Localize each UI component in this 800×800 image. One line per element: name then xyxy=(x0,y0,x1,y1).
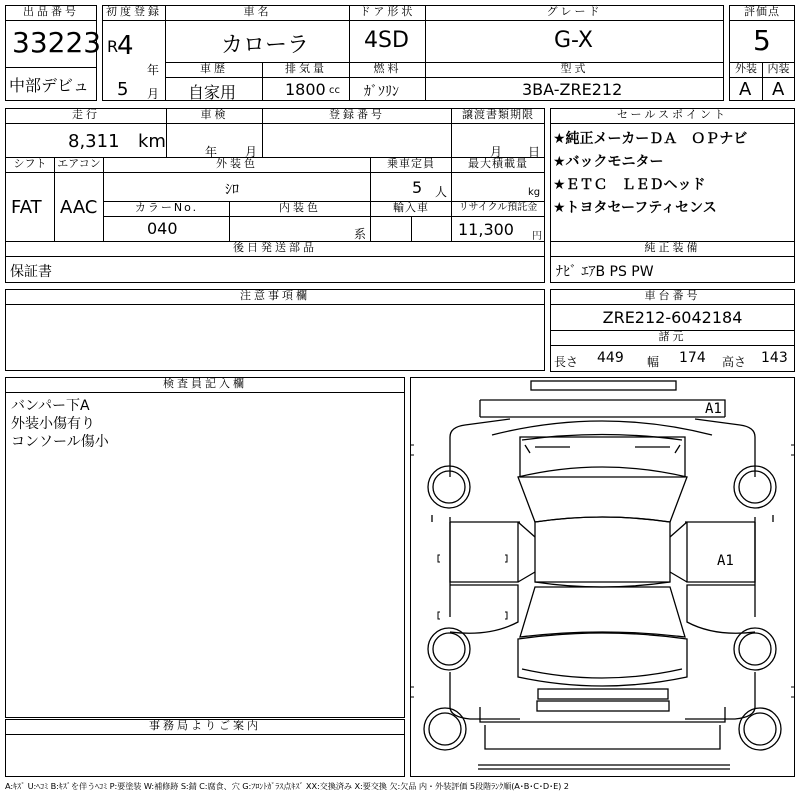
model-code: 3BA-ZRE212 xyxy=(522,80,623,99)
era: R xyxy=(107,37,119,56)
aircon-cell xyxy=(54,172,104,242)
import-header: 輸入車 xyxy=(370,201,452,217)
rear-left-door xyxy=(450,585,518,633)
wheel-front-left xyxy=(428,466,470,508)
exterior-grade-header: 外装 xyxy=(729,62,763,78)
fuel-header: 燃料 xyxy=(349,62,426,78)
fuel-cell xyxy=(349,77,426,101)
year-unit: 年 xyxy=(147,63,160,77)
recycle-cell xyxy=(451,216,545,242)
color-number-cell xyxy=(103,216,230,242)
notes-box xyxy=(5,304,545,371)
history-cell xyxy=(165,77,263,101)
car-diagram xyxy=(410,377,795,777)
capacity-cell xyxy=(370,172,452,202)
front-bumper-outline xyxy=(480,400,725,417)
score-cell xyxy=(729,20,795,63)
exterior-grade-cell xyxy=(729,77,763,101)
score: 5 xyxy=(753,24,771,57)
hood-front xyxy=(492,421,712,435)
interior-color-unit: 系 xyxy=(354,227,367,241)
lot-number-cell xyxy=(5,20,102,68)
model-header: 型式 xyxy=(425,62,724,78)
displacement-header: 排気量 xyxy=(262,62,350,78)
first-registration-cell xyxy=(102,20,166,101)
registration-number-header: 登録番号 xyxy=(262,108,452,124)
front-left-door xyxy=(450,522,518,582)
door-type: 4SD xyxy=(364,28,409,53)
recycle-fee: 11,300 xyxy=(458,220,514,239)
notes-header: 注意事項欄 xyxy=(5,289,545,305)
damage-mark-side: A1 xyxy=(717,553,734,569)
sales-point-4: ★トヨタセーフティセンス xyxy=(553,200,717,216)
door-cell xyxy=(349,20,426,63)
damage-legend: A:ｷｽﾞ U:ﾍｺﾐ B:ｷｽﾞを伴うﾍｺﾐ P:要塗装 W:補修跡 S:錆 C:腐食、穴 G:ﾌﾛﾝﾄｶﾞﾗｽ点ｷｽﾞ XX:交換済み X:要交換 欠:欠品 内・外装評価 5段階ﾗﾝｸ順(A･B･C･D･E) 2 xyxy=(5,781,569,791)
inspection-cell xyxy=(166,123,263,158)
specs-header: 諸元 xyxy=(550,330,795,346)
front-bumper-part xyxy=(531,381,676,390)
door-header: ドア形状 xyxy=(349,5,426,21)
exterior-color-header: 外装色 xyxy=(103,157,371,173)
inspector-note-3: コンソール傷小 xyxy=(11,434,109,450)
height-value: 143 xyxy=(761,350,788,366)
color-number: 040 xyxy=(147,219,178,238)
displacement: 1800 xyxy=(285,80,326,99)
equipment-cell xyxy=(550,256,795,283)
cc-unit: cc xyxy=(329,85,340,96)
shift: FAT xyxy=(11,197,42,218)
inspection-month-unit: 月 xyxy=(245,145,258,159)
length-value: 449 xyxy=(597,350,624,366)
displacement-cell xyxy=(262,77,350,101)
car-name-header: 車名 xyxy=(165,5,350,21)
inspector-header: 検査員記入欄 xyxy=(5,377,405,393)
venue: 中部デビュ xyxy=(9,76,90,95)
car-name: カローラ xyxy=(221,33,310,58)
sales-points-box xyxy=(550,123,795,242)
score-header: 評価点 xyxy=(729,5,795,21)
interior-grade-header: 内装 xyxy=(762,62,795,78)
width-value: 174 xyxy=(679,350,706,366)
sales-point-3: ★ＥＴＣ ＬＥＤヘッド xyxy=(553,177,706,193)
inspection-year-unit: 年 xyxy=(205,145,218,159)
first-registration-header: 初度登録 xyxy=(102,5,166,21)
max-load-cell xyxy=(451,172,545,202)
rear-bumper-outline xyxy=(480,707,725,722)
capacity: 5 xyxy=(412,178,423,197)
grade-header: グレード xyxy=(425,5,724,21)
front-right-door xyxy=(687,522,755,582)
interior-grade-cell xyxy=(762,77,795,101)
windshield xyxy=(518,467,687,522)
capacity-unit: 人 xyxy=(435,185,448,199)
exterior-color: ｼﾛ xyxy=(225,182,239,198)
fuel: ｶﾞｿﾘﾝ xyxy=(364,84,399,100)
rear-window xyxy=(520,587,685,637)
history-header: 車歴 xyxy=(165,62,263,78)
reg-year: 4 xyxy=(117,31,134,61)
mileage-cell xyxy=(5,123,167,158)
grade: G-X xyxy=(554,28,593,53)
recycle-header: リサイクル預託金 xyxy=(451,201,545,217)
aircon-header: エアコン xyxy=(54,157,104,173)
office-notice-header: 事務局よりご案内 xyxy=(5,719,405,735)
transfer-deadline-header: 譲渡書類期限 xyxy=(451,108,545,124)
transfer-day-unit: 日 xyxy=(528,145,541,159)
spare-wheel-right xyxy=(739,708,781,750)
office-notice-box xyxy=(5,734,405,777)
width-label: 幅 xyxy=(647,355,660,369)
damage-mark-front: A1 xyxy=(705,401,722,417)
max-load-header: 最大積載量 xyxy=(451,157,545,173)
venue-cell xyxy=(5,67,97,101)
shift-header: シフト xyxy=(5,157,55,173)
inspection-header: 車検 xyxy=(166,108,263,124)
car-name-cell xyxy=(165,20,350,63)
import-cell-left xyxy=(370,216,412,242)
history: 自家用 xyxy=(188,83,237,102)
shift-cell xyxy=(5,172,55,242)
height-label: 高さ xyxy=(722,355,747,369)
exterior-color-cell xyxy=(103,172,371,202)
month-unit: 月 xyxy=(147,87,160,101)
max-load-unit: kg xyxy=(528,187,541,198)
later-shipping-cell xyxy=(5,256,545,283)
exterior-grade: A xyxy=(739,79,752,100)
inspector-note-1: バンパー下A xyxy=(11,398,90,414)
equipment-header: 純正装備 xyxy=(550,241,795,257)
color-number-header: カラーNo. xyxy=(103,201,230,217)
sales-points-header: セールスポイント xyxy=(550,108,795,124)
transfer-deadline-cell xyxy=(451,123,545,158)
interior-color-header: 内装色 xyxy=(229,201,371,217)
lot-number: 33223 xyxy=(12,26,102,59)
roof xyxy=(535,517,670,582)
transfer-month-unit: 月 xyxy=(490,145,503,159)
chassis-number-header: 車台番号 xyxy=(550,289,795,305)
spare-wheel-left xyxy=(424,708,466,750)
recycle-unit: 円 xyxy=(532,231,542,242)
wheel-rear-left xyxy=(428,628,470,670)
interior-color-cell xyxy=(229,216,371,242)
wheel-rear-right xyxy=(734,628,776,670)
mileage-unit: km xyxy=(138,131,166,152)
capacity-header: 乗車定員 xyxy=(370,157,452,173)
rear-right-door xyxy=(687,585,755,633)
interior-grade: A xyxy=(772,79,785,100)
aircon: AAC xyxy=(60,197,98,218)
sales-point-1: ★純正メーカーＤＡ ＯＰナビ xyxy=(553,131,748,147)
chassis-number-cell xyxy=(550,304,795,331)
later-shipping-header: 後日発送部品 xyxy=(5,241,545,257)
reg-month: 5 xyxy=(117,79,129,100)
model-cell xyxy=(425,77,724,101)
chassis-number: ZRE212-6042184 xyxy=(602,308,743,327)
sales-point-2: ★バックモニター xyxy=(553,154,664,170)
grade-cell xyxy=(425,20,724,63)
specs-cell xyxy=(550,345,795,372)
inspector-box xyxy=(5,392,405,718)
mileage: 8,311 xyxy=(68,131,120,152)
equipment: ﾅﾋﾞ ｴｱB PS PW xyxy=(556,264,654,280)
mileage-header: 走行 xyxy=(5,108,167,124)
rear-bumper-part xyxy=(538,689,668,699)
inspector-note-2: 外装小傷有り xyxy=(11,416,95,432)
lot-number-header: 出品番号 xyxy=(5,5,97,21)
import-cell-right xyxy=(411,216,452,242)
registration-number-cell xyxy=(262,123,452,158)
later-shipping-items: 保証書 xyxy=(10,264,52,280)
length-label: 長さ xyxy=(554,355,579,369)
